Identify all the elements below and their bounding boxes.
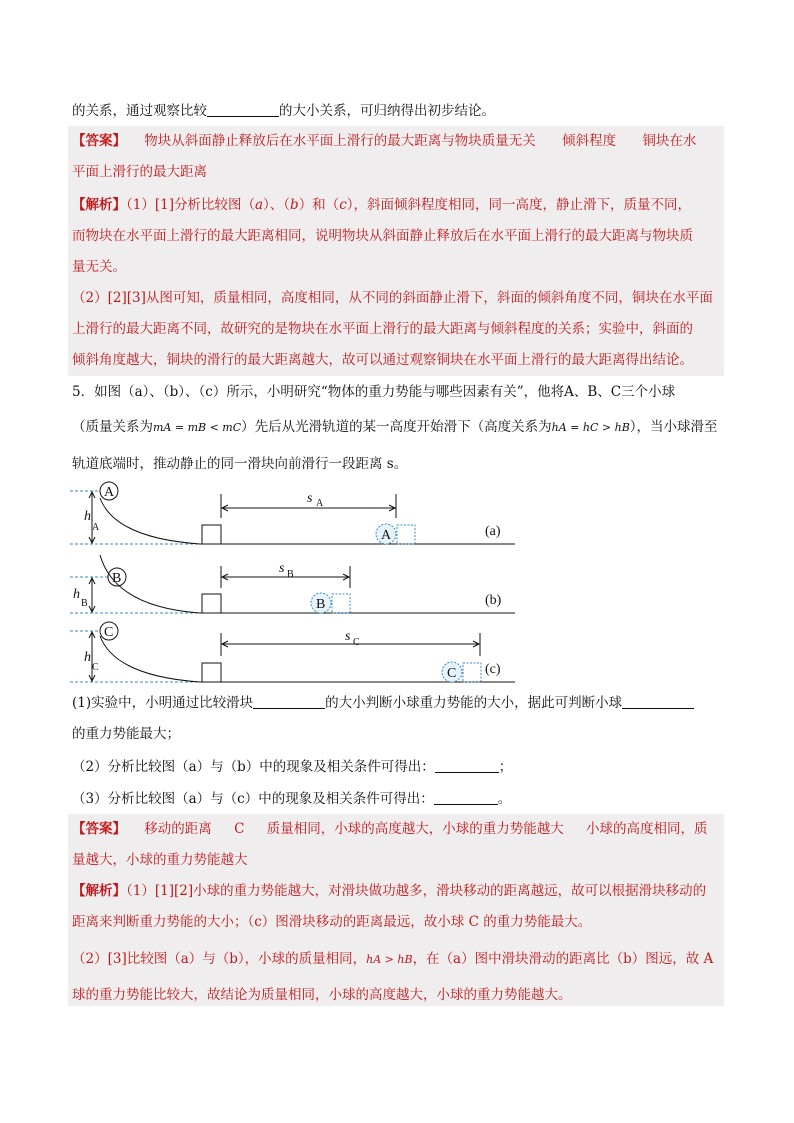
answer-blank: [622, 694, 694, 709]
analysis-tag: 【解析】: [72, 197, 126, 213]
question-stem-line2: [72, 416, 724, 439]
sub-question-3: [72, 788, 724, 810]
question-text: （3）分析比较图（a）与（c）中的现象及相关条件可得出：: [72, 791, 434, 807]
distance-sub: C: [353, 637, 360, 648]
q5-answer-line2: 量越大，小球的重力势能越大: [72, 852, 248, 868]
answer-item: 小球的高度相同，质: [586, 821, 708, 837]
stem-text: ）先后从光滑轨道的某一高度开始滑下（高度关系为: [241, 419, 552, 435]
question-text: (1)实验中，小明通过比较滑块: [72, 695, 254, 711]
q5-analysis-line3: [72, 948, 724, 971]
question-text: （2）分析比较图（a）与（b）中的现象及相关条件可得出：: [72, 759, 435, 775]
distance-sub: B: [287, 569, 294, 580]
answer-blank: [434, 790, 498, 805]
answer-tag: 【答案】: [72, 821, 126, 837]
analysis-text: （1）[1]分析比较图（: [126, 197, 255, 213]
mass-relation: mA = mB < mC: [153, 421, 242, 434]
question-text: 。: [497, 791, 512, 807]
panel-label: (a): [485, 524, 501, 539]
answer-blank: [435, 758, 499, 773]
analysis-text: 球的重力势能比较大，故结论为质量相同，小球的高度越大，小球的重力势能越大。: [72, 987, 572, 1003]
question-text: ；: [498, 759, 513, 775]
ball-label: B: [112, 571, 122, 586]
question-stem-line3: 轨道底端时，推动静止的同一滑块向前滑行一段距离 s。: [72, 456, 408, 472]
distance-label: s: [307, 491, 313, 506]
figure-ref: a: [254, 197, 264, 213]
answer-blank: [253, 694, 325, 709]
figure-ref: b: [290, 197, 299, 213]
height-label: h: [73, 587, 80, 602]
slider-final: [397, 525, 415, 544]
height-sub: A: [92, 522, 100, 533]
analysis-text: ，在（a）图中滑块滑动的距离比（b）图远，故 A: [412, 951, 714, 967]
distance-sub: A: [316, 498, 324, 509]
height-label: h: [84, 509, 91, 524]
analysis-text: ），斜面倾斜程度相同，同一高度，静止滑下，质量不同，: [346, 197, 691, 213]
q4-answer-line: [72, 130, 724, 152]
intro-text-after: 的大小关系，可归纳得出初步结论。: [279, 103, 495, 119]
analysis-text: 量无关。: [72, 259, 126, 275]
question-text: 的大小判断小球重力势能的大小，据此可判断小球: [325, 695, 623, 711]
q4-answer-line2: 平面上滑行的最大距离: [72, 164, 207, 180]
height-relation: hA = hC > hB: [551, 421, 630, 434]
q5-answer-line: [72, 818, 724, 840]
experiment-figure: [60, 476, 520, 694]
height-sub: B: [81, 598, 88, 609]
slider-block: [202, 525, 221, 544]
sub-question-1: [72, 692, 724, 714]
analysis-text: （1）[1][2]小球的重力势能越大，对滑块做功越多，滑块移动的距离越远，故可以根据滑块移动的: [126, 883, 707, 899]
intro-line: [72, 100, 724, 122]
intro-text-before: 的关系，通过观察比较: [72, 103, 207, 119]
height-sub: C: [92, 662, 99, 673]
ball-label: C: [447, 666, 457, 681]
answer-item: 移动的距离: [144, 821, 212, 837]
analysis-text: 上滑行的最大距离不同，故研究的是物块在水平面上滑行的最大距离与倾斜程度的关系；实验中，斜面的: [72, 321, 693, 337]
panel-label: (b): [485, 593, 502, 608]
answer-tag: 【答案】: [72, 133, 126, 149]
ball-label: A: [381, 528, 392, 543]
answer-item: 倾斜程度: [562, 133, 617, 149]
question-text: 的重力势能最大；: [72, 726, 180, 742]
q4-analysis-line1: [72, 194, 724, 216]
sub-question-2: [72, 756, 724, 778]
q5-analysis-line1: [72, 880, 724, 902]
answer-blank: [207, 102, 279, 117]
answer-item: 铜块在水: [642, 133, 697, 149]
analysis-tag: 【解析】: [72, 883, 126, 899]
analysis-text: 而物块在水平面上滑行的最大距离相同，说明物块从斜面静止释放后在水平面上滑行的最大距离与物块质: [72, 228, 693, 244]
ball-label: C: [104, 625, 114, 640]
analysis-text: ）、（: [263, 197, 291, 213]
distance-label: s: [279, 561, 285, 576]
answer-item: C: [234, 821, 245, 837]
stem-text: （质量关系为: [72, 419, 153, 435]
panel-a: [70, 482, 515, 544]
ball-label: A: [104, 485, 115, 500]
answer-item: 质量相同，小球的高度越大，小球的重力势能越大: [266, 821, 564, 837]
stem-text: ），当小球滑至: [629, 419, 718, 435]
height-relation: hA > hB: [366, 953, 413, 966]
panel-b: [70, 555, 515, 613]
figure-ref: c: [339, 197, 347, 213]
height-label: h: [84, 650, 91, 665]
track-curve: [100, 498, 200, 544]
panel-label: (c): [485, 662, 501, 677]
analysis-text: ）和（: [298, 197, 340, 213]
analysis-text: （2）[3]比较图（a）与（b），小球的质量相同，: [72, 951, 367, 967]
ball-label: B: [316, 597, 326, 612]
question-stem: 5．如图（a）、（b）、（c）所示，小明研究“物体的重力势能与哪些因素有关”，他将A、B、C三个小球: [72, 384, 676, 400]
distance-label: s: [345, 629, 351, 644]
answer-item: 物块从斜面静止释放后在水平面上滑行的最大距离与物块质量无关: [144, 133, 536, 149]
analysis-text: 倾斜角度越大，铜块的滑行的最大距离越大，故可以通过观察铜块在水平面上滑行的最大距离得出结论。: [72, 352, 693, 368]
analysis-text: 距离来判断重力势能的大小；（c）图滑块移动的距离最远，故小球 C 的重力势能最大。: [72, 914, 592, 930]
analysis-text: （2）[2][3]从图可知，质量相同，高度相同，从不同的斜面静止滑下，斜面的倾斜角度不同，铜块在水平面: [72, 290, 713, 306]
